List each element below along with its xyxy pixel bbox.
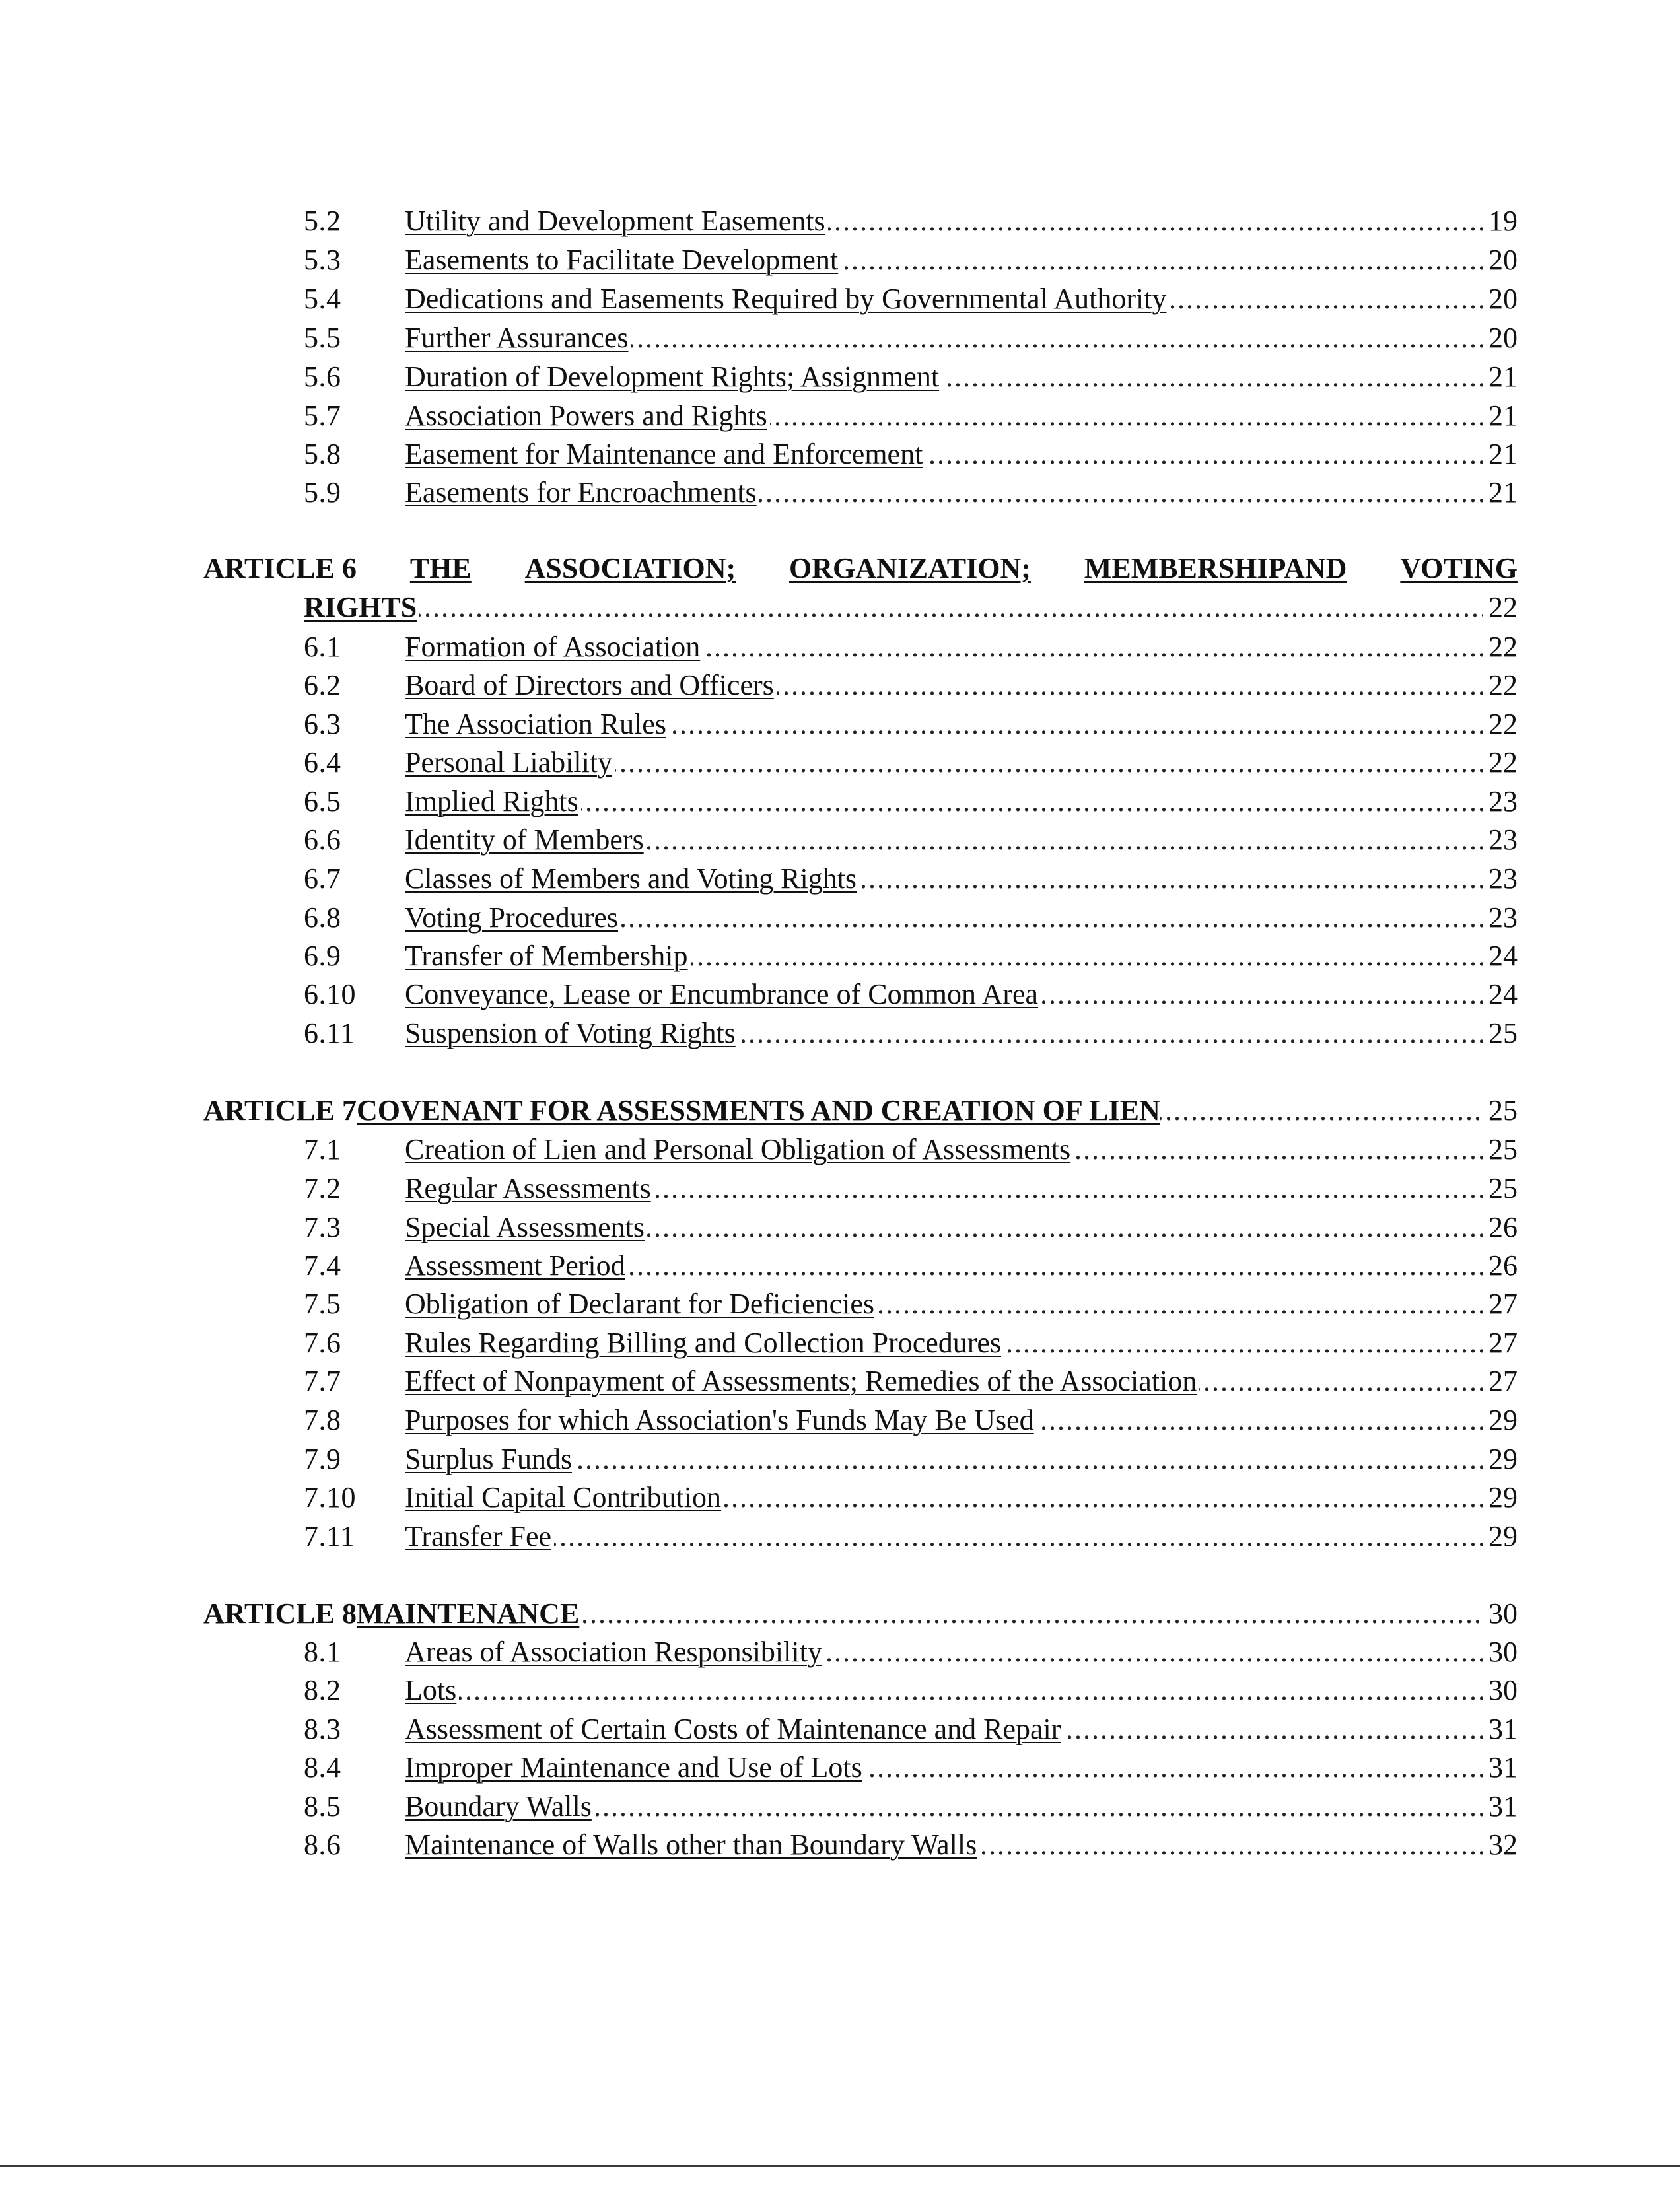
section-title-link[interactable]: Transfer Fee	[405, 1517, 554, 1556]
toc-entry[interactable]	[203, 821, 1518, 859]
article-6-title-word[interactable]: VOTING	[1400, 552, 1518, 584]
toc-entry[interactable]	[203, 1517, 1518, 1556]
section-title-link[interactable]: Personal Liability	[405, 744, 615, 782]
page-number: 23	[1487, 860, 1518, 898]
toc-entry[interactable]	[203, 1788, 1518, 1826]
section-title-link[interactable]: Suspension of Voting Rights	[405, 1014, 738, 1053]
article-6-heading-continuation[interactable]	[304, 588, 1518, 627]
toc-entry[interactable]	[203, 397, 1518, 435]
toc-entry[interactable]	[203, 435, 1518, 473]
toc-entry[interactable]	[203, 666, 1518, 705]
section-number: 7.5	[304, 1288, 341, 1320]
section-title-link[interactable]: Easements to Facilitate Development	[405, 241, 841, 279]
page-number: 27	[1487, 1285, 1518, 1323]
toc-entry[interactable]	[203, 1014, 1518, 1053]
section-title-link[interactable]: Assessment of Certain Costs of Maintenance and Repair	[405, 1710, 1063, 1749]
section-number: 6.5	[304, 785, 341, 817]
toc-entry[interactable]	[203, 1362, 1518, 1401]
toc-entry[interactable]	[203, 358, 1518, 396]
article-7-title[interactable]: COVENANT FOR ASSESSMENTS AND CREATION OF LIEN	[356, 1094, 1160, 1127]
dot-leader	[405, 1517, 1483, 1556]
section-number: 7.6	[304, 1327, 341, 1359]
toc-entry[interactable]	[203, 202, 1518, 240]
section-title-link[interactable]: Implied Rights	[405, 782, 581, 821]
page-number: 30	[1487, 1595, 1518, 1633]
section-number: 5.8	[304, 438, 341, 470]
section-number: 5.2	[304, 205, 341, 237]
section-title-link[interactable]: Areas of Association Responsibility	[405, 1633, 825, 1671]
section-title-link[interactable]: Identity of Members	[405, 821, 647, 859]
toc-entry[interactable]	[203, 1401, 1518, 1440]
toc-entry[interactable]	[203, 1247, 1518, 1285]
section-number: 6.1	[304, 631, 341, 663]
toc-entry[interactable]	[203, 1440, 1518, 1478]
toc-entry[interactable]	[203, 1710, 1518, 1749]
page-number: 22	[1487, 666, 1518, 705]
article-6-title-word[interactable]: THE	[409, 552, 472, 584]
page-number: 21	[1487, 397, 1518, 435]
section-title-link[interactable]: Improper Maintenance and Use of Lots	[405, 1749, 865, 1787]
page-number: 30	[1487, 1671, 1518, 1710]
toc-entry[interactable]	[203, 1749, 1518, 1787]
page-number: 24	[1487, 975, 1518, 1014]
toc-entry[interactable]	[203, 782, 1518, 821]
section-title-link[interactable]: Rules Regarding Billing and Collection Procedures	[405, 1324, 1004, 1362]
page-number: 21	[1487, 358, 1518, 396]
toc-entry[interactable]	[203, 1671, 1518, 1710]
toc-entry[interactable]	[203, 1208, 1518, 1247]
page-number: 26	[1487, 1247, 1518, 1285]
section-title-link[interactable]: Easement for Maintenance and Enforcement	[405, 435, 925, 473]
section-number: 7.4	[304, 1249, 341, 1282]
page-number: 21	[1487, 473, 1518, 512]
page-number: 25	[1487, 1130, 1518, 1169]
page-number: 27	[1487, 1362, 1518, 1401]
article-7-heading[interactable]	[203, 1092, 1518, 1130]
article-6-title-word[interactable]: ASSOCIATION;	[524, 552, 736, 584]
toc-entry[interactable]	[203, 1169, 1518, 1208]
section-title-link[interactable]: The Association Rules	[405, 705, 669, 744]
section-number: 6.10	[304, 978, 356, 1010]
section-number: 6.4	[304, 746, 341, 779]
page-number: 31	[1487, 1710, 1518, 1749]
section-title-link[interactable]: Initial Capital Contribution	[405, 1478, 724, 1517]
section-title-link[interactable]: Creation of Lien and Personal Obligation of Assessments	[405, 1130, 1073, 1169]
section-number: 5.9	[304, 476, 341, 508]
section-title-link[interactable]: Formation of Association	[405, 628, 703, 666]
toc-entry[interactable]	[203, 280, 1518, 318]
section-number: 7.10	[304, 1481, 356, 1513]
section-number: 7.1	[304, 1133, 341, 1165]
toc-entry[interactable]	[203, 241, 1518, 279]
section-number: 7.9	[304, 1443, 341, 1475]
section-title-link[interactable]: Board of Directors and Officers	[405, 666, 777, 705]
article-6-label: ARTICLE 6	[203, 552, 357, 584]
page-number: 19	[1487, 202, 1518, 240]
section-number: 7.11	[304, 1520, 355, 1552]
section-title-link[interactable]: Surplus Funds	[405, 1440, 575, 1478]
article-8-heading[interactable]	[203, 1595, 1518, 1633]
page-number: 29	[1487, 1440, 1518, 1478]
section-title-link[interactable]: Effect of Nonpayment of Assessments; Remedies of the Association	[405, 1362, 1199, 1401]
page-number: 20	[1487, 280, 1518, 318]
page-number: 25	[1487, 1169, 1518, 1208]
section-title-link[interactable]: Further Assurances	[405, 319, 631, 357]
toc-entry[interactable]	[203, 937, 1518, 975]
section-number: 6.11	[304, 1017, 355, 1049]
page-number: 25	[1487, 1014, 1518, 1053]
toc-entry[interactable]	[203, 1633, 1518, 1671]
page-number: 22	[1487, 588, 1518, 627]
page-number: 23	[1487, 899, 1518, 937]
section-title-link[interactable]: Conveyance, Lease or Encumbrance of Common Area	[405, 975, 1041, 1014]
section-number: 8.6	[304, 1828, 341, 1861]
section-number: 6.2	[304, 669, 341, 701]
page-number: 23	[1487, 782, 1518, 821]
page-number: 24	[1487, 937, 1518, 975]
section-number: 6.9	[304, 940, 341, 972]
article-6-title-word[interactable]: ORGANIZATION;	[789, 552, 1031, 584]
page-number: 31	[1487, 1788, 1518, 1826]
section-title-link[interactable]: Transfer of Membership	[405, 937, 691, 975]
section-number: 5.4	[304, 283, 341, 315]
section-title-link[interactable]: Special Assessments	[405, 1208, 647, 1247]
section-number: 6.8	[304, 901, 341, 934]
toc-entry[interactable]	[203, 975, 1518, 1014]
section-title-link[interactable]: Lots	[405, 1671, 459, 1710]
section-number: 7.3	[304, 1211, 341, 1243]
toc-entry[interactable]	[203, 1285, 1518, 1323]
page-number: 21	[1487, 435, 1518, 473]
page-number: 29	[1487, 1517, 1518, 1556]
section-number: 8.3	[304, 1713, 341, 1745]
toc-entry[interactable]	[203, 1130, 1518, 1169]
section-title-link[interactable]: Purposes for which Association's Funds May Be Used	[405, 1401, 1037, 1440]
section-title-link[interactable]: Maintenance of Walls other than Boundary Walls	[405, 1826, 979, 1864]
page-number: 20	[1487, 241, 1518, 279]
dot-leader	[304, 588, 1483, 627]
page-number: 27	[1487, 1324, 1518, 1362]
page-number: 25	[1487, 1092, 1518, 1130]
section-number: 5.7	[304, 399, 341, 432]
section-number: 5.3	[304, 244, 341, 276]
section-number: 8.4	[304, 1751, 341, 1784]
section-number: 5.5	[304, 322, 341, 354]
toc-entry[interactable]	[203, 860, 1518, 898]
section-title-link[interactable]: Duration of Development Rights; Assignment	[405, 358, 942, 396]
section-title-link[interactable]: Assessment Period	[405, 1247, 628, 1285]
section-number: 5.6	[304, 361, 341, 393]
section-title-link[interactable]: Dedications and Easements Required by Governmental Authority	[405, 280, 1170, 318]
page-number: 29	[1487, 1401, 1518, 1440]
article-8-label: ARTICLE 8	[203, 1597, 357, 1630]
page-number: 23	[1487, 821, 1518, 859]
page-number: 22	[1487, 744, 1518, 782]
toc-entry[interactable]	[203, 744, 1518, 782]
section-number: 6.6	[304, 823, 341, 856]
page-number: 22	[1487, 628, 1518, 666]
page-number: 32	[1487, 1826, 1518, 1864]
page-number: 22	[1487, 705, 1518, 744]
section-title-link[interactable]: Regular Assessments	[405, 1169, 654, 1208]
section-number: 7.7	[304, 1365, 341, 1397]
section-title-link[interactable]: Classes of Members and Voting Rights	[405, 860, 859, 898]
article-7-label: ARTICLE 7	[203, 1094, 357, 1127]
section-number: 8.1	[304, 1636, 341, 1668]
toc-entry[interactable]	[203, 473, 1518, 512]
section-number: 6.3	[304, 708, 341, 740]
toc-entry[interactable]	[203, 1478, 1518, 1517]
page-number: 26	[1487, 1208, 1518, 1247]
page-number: 20	[1487, 319, 1518, 357]
article-6-title-continuation[interactable]: RIGHTS	[304, 588, 419, 627]
section-number: 6.7	[304, 862, 341, 895]
section-title-link[interactable]: Easements for Encroachments	[405, 473, 759, 512]
article-8-title[interactable]: MAINTENANCE	[356, 1597, 580, 1630]
toc-entry[interactable]	[203, 1826, 1518, 1864]
toc-entry[interactable]	[203, 1324, 1518, 1362]
section-number: 7.2	[304, 1172, 341, 1204]
toc-entry[interactable]	[203, 705, 1518, 744]
section-title-link[interactable]: Obligation of Declarant for Deficiencies	[405, 1285, 877, 1323]
page-number: 31	[1487, 1749, 1518, 1787]
section-title-link[interactable]: Association Powers and Rights	[405, 397, 770, 435]
section-number: 7.8	[304, 1404, 341, 1436]
section-title-link[interactable]: Boundary Walls	[405, 1788, 594, 1826]
dot-leader	[405, 1671, 1483, 1710]
page-number: 30	[1487, 1633, 1518, 1671]
section-number: 8.2	[304, 1674, 341, 1706]
article-6-title-word[interactable]: MEMBERSHIPAND	[1084, 552, 1347, 584]
toc-entry[interactable]	[203, 628, 1518, 666]
toc-entry[interactable]	[203, 899, 1518, 937]
bottom-rule	[0, 2165, 1680, 2167]
section-number: 8.5	[304, 1790, 341, 1822]
page-number: 29	[1487, 1478, 1518, 1517]
section-title-link[interactable]: Utility and Development Easements	[405, 202, 828, 240]
toc-entry[interactable]	[203, 319, 1518, 357]
section-title-link[interactable]: Voting Procedures	[405, 899, 621, 937]
article-6-heading[interactable]	[203, 549, 1518, 588]
